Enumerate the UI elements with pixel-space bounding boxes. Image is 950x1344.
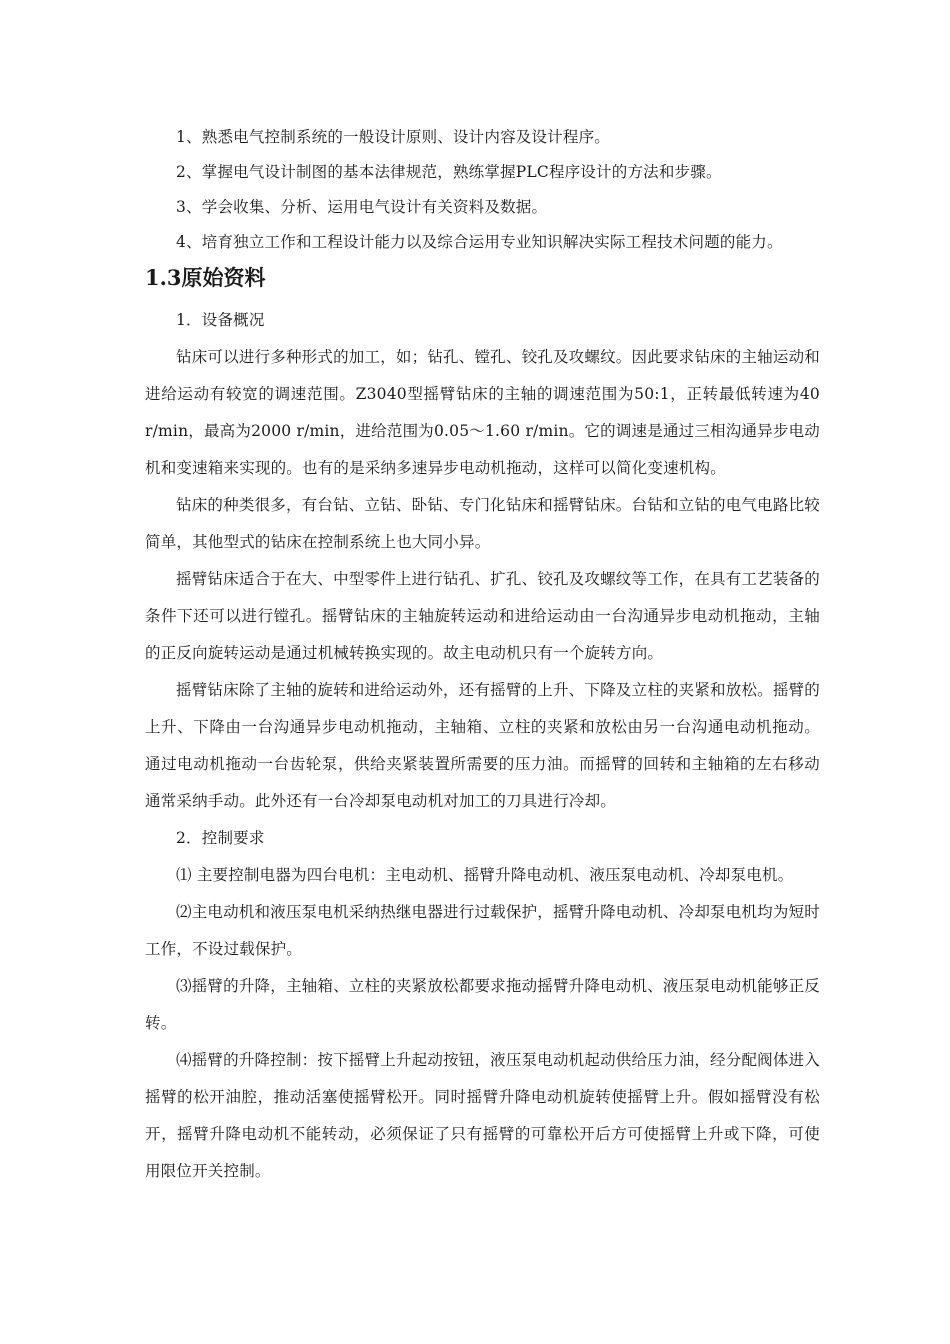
objective-item-2: 2、掌握电气设计制图的基本法律规范，熟练掌握PLC程序设计的方法和步骤。 <box>176 163 722 181</box>
objective-item-1: 1、熟悉电气控制系统的一般设计原则、设计内容及设计程序。 <box>176 128 610 146</box>
paragraph-control-2: ⑵主电动机和液压泵电机采纳热继电器进行过载保护，摇臂升降电动机、冷却泵电机均为短时工作，不设过载保护。 <box>145 903 820 958</box>
section-heading: 1.3原始资料 <box>145 265 266 290</box>
paragraph-equipment-3: 摇臂钻床适合于在大、中型零件上进行钻孔、扩孔、铰孔及攻螺纹等工作，在具有工艺装备的条件下还可以进行镗孔。摇臂钻床的主轴旋转运动和进给运动由一台沟通异步电动机拖动，主轴的正反向旋转运动是通过机械转换实现的。故主电动机只有一个旋转方向。 <box>145 570 820 662</box>
paragraph-control-1: ⑴ 主要控制电器为四台电机：主电动机、摇臂升降电动机、液压泵电动机、冷却泵电机。 <box>176 866 794 884</box>
subsection-title-equipment: 1．设备概况 <box>176 311 265 329</box>
subsection-title-control: 2．控制要求 <box>176 829 265 847</box>
paragraph-control-3: ⑶摇臂的升降，主轴箱、立柱的夹紧放松都要求拖动摇臂升降电动机、液压泵电动机能够正反转。 <box>145 977 820 1032</box>
paragraph-equipment-4: 摇臂钻床除了主轴的旋转和进给运动外，还有摇臂的上升、下降及立柱的夹紧和放松。摇臂的上升、下降由一台沟通异步电动机拖动，主轴箱、立柱的夹紧和放松由另一台沟通电动机拖动。通过电动机拖动一台齿轮泵，供给夹紧装置所需要的压力油。而摇臂的回转和主轴箱的左右移动通常采纳手动。此外还有一台冷却泵电动机对加工的刀具进行冷却。 <box>145 681 820 810</box>
page-content <box>145 120 820 1190</box>
paragraph-equipment-1: 钻床可以进行多种形式的加工，如；钻孔、镗孔、铰孔及攻螺纹。因此要求钻床的主轴运动和进给运动有较宽的调速范围。Z3040型摇臂钻床的主轴的调速范围为50:1，正转最低转速为40 r/min，最高为2000 r/min，进给范围为0.05～1.60 r/min。它的调速是通过三相沟通异步电动机和变速箱来实现的。也有的是采纳多速异步电动机拖动，这样可以简化变速机构。 <box>145 348 820 477</box>
paragraph-equipment-2: 钻床的种类很多，有台钻、立钻、卧钻、专门化钻床和摇臂钻床。台钻和立钻的电气电路比较简单，其他型式的钻床在控制系统上也大同小异。 <box>145 496 820 551</box>
paragraph-control-4: ⑷摇臂的升降控制：按下摇臂上升起动按钮，液压泵电动机起动供给压力油，经分配阀体进入摇臂的松开油腔，推动活塞使摇臂松开。同时摇臂升降电动机旋转使摇臂上升。假如摇臂没有松开，摇臂升降电动机不能转动，必须保证了只有摇臂的可靠松开后方可使摇臂上升或下降，可使用限位开关控制。 <box>145 1051 820 1180</box>
objective-item-4: 4、培育独立工作和工程设计能力以及综合运用专业知识解决实际工程技术问题的能力。 <box>176 233 783 251</box>
objective-item-3: 3、学会收集、分析、运用电气设计有关资料及数据。 <box>176 198 548 216</box>
